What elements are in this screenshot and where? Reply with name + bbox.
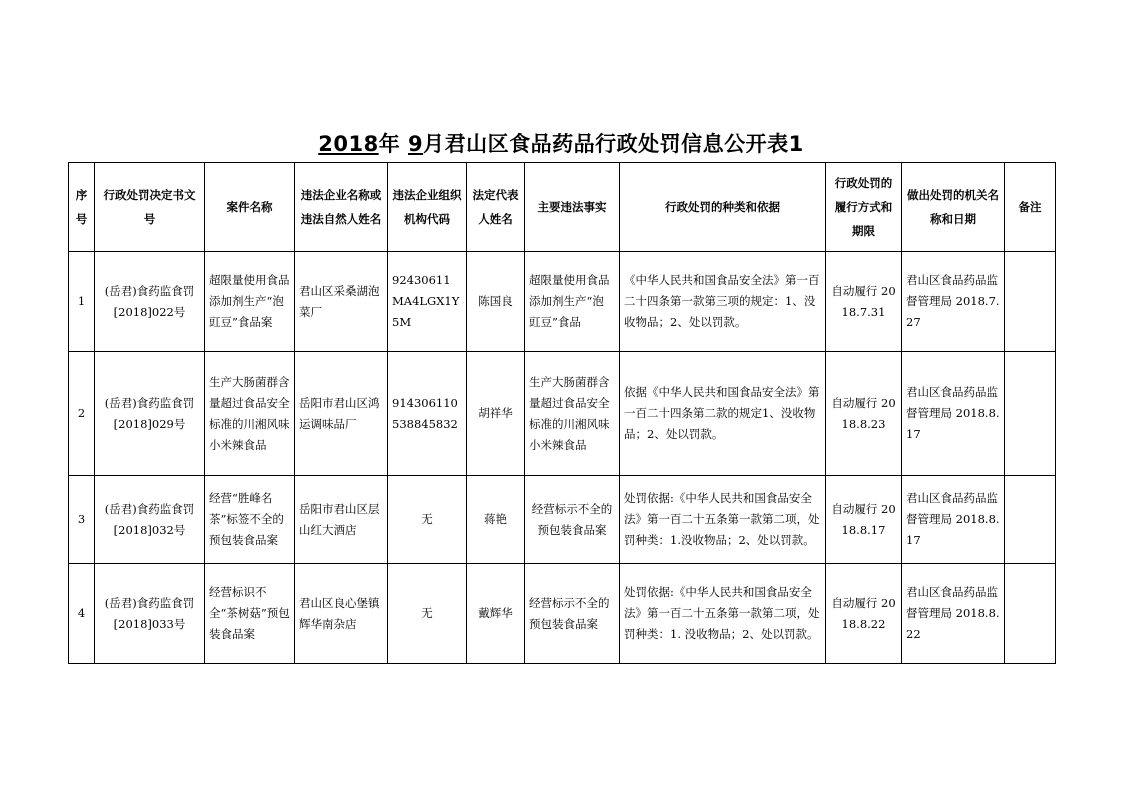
cell-facts: 超限量使用食品添加剂生产“泡豇豆”食品	[525, 252, 620, 352]
cell-legal-rep: 胡祥华	[467, 352, 525, 476]
table-header-row	[69, 163, 1056, 252]
cell-legal-rep: 蒋艳	[467, 476, 525, 564]
cell-penalty: 处罚依据:《中华人民共和国食品安全法》第一百二十五条第一款第二项，处罚种类：1.没收物品；2、处以罚款。	[620, 476, 826, 564]
header-violator: 违法企业名称或违法自然人姓名	[295, 163, 388, 252]
cell-legal-rep: 戴辉华	[467, 564, 525, 664]
cell-violator: 君山区采桑湖泡菜厂	[295, 252, 388, 352]
cell-doc-no: (岳君)食药监食罚[2018]029号	[95, 352, 205, 476]
cell-authority: 君山区食品药品监督管理局 2018.8.17	[902, 352, 1005, 476]
title-month: 9	[408, 132, 424, 156]
cell-facts: 经营标示不全的预包装食品案	[525, 564, 620, 664]
cell-penalty: 《中华人民共和国食品安全法》第一百二十四条第一款第三项的规定：1、没收物品；2、处以罚款。	[620, 252, 826, 352]
table-row	[69, 564, 1056, 664]
header-authority: 做出处罚的机关名称和日期	[902, 163, 1005, 252]
cell-execution: 自动履行 2018.8.17	[826, 476, 902, 564]
cell-penalty: 处罚依据:《中华人民共和国食品安全法》第一百二十五条第一款第二项，处罚种类：1. 没收物品；2、处以罚款。	[620, 564, 826, 664]
cell-facts: 经营标示不全的预包装食品案	[525, 476, 620, 564]
cell-remark	[1005, 252, 1056, 352]
penalty-table	[68, 162, 1056, 664]
cell-case-name: 经营“胜峰名茶”标签不全的预包装食品案	[205, 476, 295, 564]
cell-org-code: 92430611MA4LGX1Y5M	[388, 252, 467, 352]
header-org-code: 违法企业组织机构代码	[388, 163, 467, 252]
header-legal-rep: 法定代表人姓名	[467, 163, 525, 252]
cell-execution: 自动履行 2018.8.22	[826, 564, 902, 664]
cell-execution: 自动履行 2018.7.31	[826, 252, 902, 352]
cell-violator: 岳阳市君山区层山红大酒店	[295, 476, 388, 564]
cell-legal-rep: 陈国良	[467, 252, 525, 352]
cell-violator: 君山区良心堡镇辉华南杂店	[295, 564, 388, 664]
header-case-name: 案件名称	[205, 163, 295, 252]
table-row	[69, 476, 1056, 564]
cell-doc-no: (岳君)食药监食罚[2018]033号	[95, 564, 205, 664]
header-execution: 行政处罚的履行方式和期限	[826, 163, 902, 252]
cell-authority: 君山区食品药品监督管理局 2018.7.27	[902, 252, 1005, 352]
cell-case-name: 经营标识不全“茶树菇”预包装食品案	[205, 564, 295, 664]
cell-violator: 岳阳市君山区鸿运调味品厂	[295, 352, 388, 476]
cell-seq: 4	[69, 564, 95, 664]
cell-penalty: 依据《中华人民共和国食品安全法》第一百二十四条第二款的规定1、没收物品；2、处以罚款。	[620, 352, 826, 476]
cell-org-code: 914306110538845832	[388, 352, 467, 476]
table-row	[69, 252, 1056, 352]
cell-org-code: 无	[388, 476, 467, 564]
cell-remark	[1005, 564, 1056, 664]
title-number: 1	[788, 132, 804, 156]
header-penalty: 行政处罚的种类和依据	[620, 163, 826, 252]
cell-doc-no: (岳君)食药监食罚[2018]032号	[95, 476, 205, 564]
cell-seq: 2	[69, 352, 95, 476]
header-seq: 序号	[69, 163, 95, 252]
cell-seq: 1	[69, 252, 95, 352]
cell-remark	[1005, 352, 1056, 476]
cell-case-name: 超限量使用食品添加剂生产“泡豇豆”食品案	[205, 252, 295, 352]
title-year: 2018	[318, 132, 379, 156]
header-remark: 备注	[1005, 163, 1056, 252]
cell-execution: 自动履行 2018.8.23	[826, 352, 902, 476]
cell-seq: 3	[69, 476, 95, 564]
cell-authority: 君山区食品药品监督管理局 2018.8.17	[902, 476, 1005, 564]
header-facts: 主要违法事实	[525, 163, 620, 252]
title-year-suffix: 年	[378, 132, 408, 156]
cell-doc-no: (岳君)食药监食罚[2018]022号	[95, 252, 205, 352]
cell-facts: 生产大肠菌群含量超过食品安全标准的川湘风味小米辣食品	[525, 352, 620, 476]
table-row	[69, 352, 1056, 476]
cell-authority: 君山区食品药品监督管理局 2018.8.22	[902, 564, 1005, 664]
title-text: 月君山区食品药品行政处罚信息公开表	[423, 132, 789, 156]
cell-remark	[1005, 476, 1056, 564]
header-doc-no: 行政处罚决定书文号	[95, 163, 205, 252]
cell-org-code: 无	[388, 564, 467, 664]
page-title	[0, 128, 1122, 158]
cell-case-name: 生产大肠菌群含量超过食品安全标准的川湘风味小米辣食品	[205, 352, 295, 476]
